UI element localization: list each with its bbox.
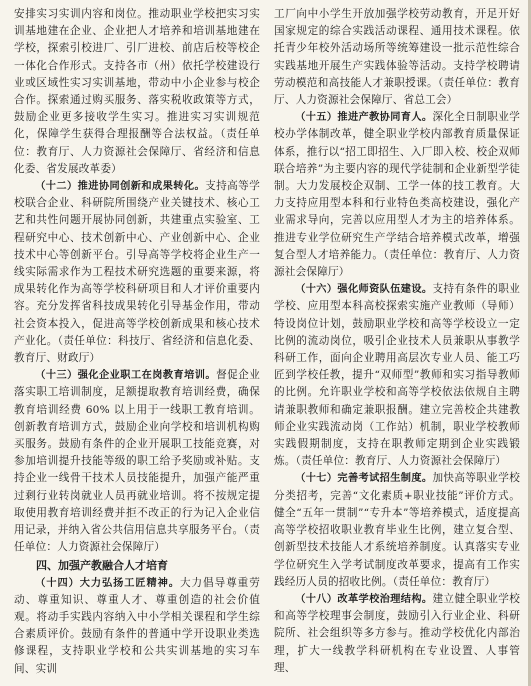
paragraph: 工厂向中小学生开放加强学校劳动教育，开足开好国家规定的综合实践活动课程、通用技术课程。依托青少年校外活动场所等统筹建设一批示范性综合实践基地开展生产实践体验等活动。支持学校聘请劳动模范和高技能人才兼职授课。（责任单位：教育厅、人力资源社会保障厅、省总工会） bbox=[274, 8, 520, 107]
paragraph-lead: （十二）推进协同创新和成果转化。 bbox=[35, 181, 206, 193]
paragraph-body: 深化全日制职业学校办学体制改革，健全职业学校内部教育质量保证体系，推行以“招工即招生、入厂即入校、校企双师联合培养”为主要内容的现代学徒制和企业新型学徒制。大力发展校企双制、工学一体的技工教育。大力支持应用型本科和行业特色类高校建设，强化产业需求导向，完善以应用型人才为主的培养体系。推进专业学位研究生产学结合培养模式改革，增强复合型人才培养能力。（责任单位：教育厅、人力资源社会保障厅） bbox=[274, 111, 520, 279]
paragraph bbox=[14, 367, 260, 556]
paragraph-lead: （十七）完善考试招生制度。 bbox=[295, 473, 433, 485]
right-column bbox=[274, 6, 520, 686]
paragraph bbox=[274, 281, 520, 470]
paragraph-lead: （十六）强化师资队伍建设。 bbox=[295, 284, 433, 296]
paragraph-lead: （十五）推进产教协同育人。 bbox=[295, 112, 433, 124]
paragraph-lead: （十四）大力弘扬工匠精神。 bbox=[35, 577, 180, 589]
paragraph bbox=[14, 575, 260, 678]
paragraph: 安排实习实训内容和岗位。推动职业学校把实习实训基地建在企业、企业把人才培养和培训基地建在学校，探索引校进厂、引厂进校、前店后校等校企一体化合作形式。支持各市（州）依托学校建设行业或区域性实习实训基地，带动中小企业参与校企合作。探索通过购买服务、落实税收政策等方式，鼓励企业更多接收学生实习。推进实习实训规范化，保障学生获得合理报酬等合法权益。（责任单位：教育厅、人力资源社会保障厅、省经济和信息化委、省发展改革委） bbox=[14, 8, 260, 175]
paragraph bbox=[14, 178, 260, 367]
paragraph-body: 大力倡导尊重劳动、尊重知识、尊重人才、尊重创造的社会价值观。将动手实践内容纳入中小学相关课程和学生综合素质评价。鼓励有条件的普通中学开设职业类选修课程，支持职业学校和公共实训基地的实习车间、实训 bbox=[14, 576, 260, 675]
paragraph bbox=[274, 470, 520, 590]
paragraph-lead: （十三）强化企业职工在岗教育培训。 bbox=[35, 370, 217, 382]
paragraph-body: 支持有条件的职业学校、应用型本科高校探索实施产业教师（导师）特设岗位计划，鼓励职业学校和高等学校设立一定比例的流动岗位，吸引企业技术人员兼职从事教学科研工作，面向企业聘用高层次专业人员、能工巧匠到学校任教，提升“双师型”教师和实习指导教师的比例。允许职业学校和高等学校依法依规自主聘请兼职教师和确定兼职报酬。建立完善校企共建教师企业实践流动岗（工作站）机制，职业学校教师实践假期制度，支持在职教师定期到企业实践锻炼。（责任单位：教育厅、人力资源社会保障厅） bbox=[274, 283, 520, 468]
paragraph bbox=[274, 109, 520, 281]
paragraph-body: 支持高等学校联合企业、科研院所围绕产业关键技术、核心工艺和共性问题开展协同创新，共建重点实验室、工程研究中心、技术创新中心、产业创新中心、企业技术中心等创新平台。引导高等学校将企业生产一线实际需求作为工程技术研究选题的重要来源，将成果转化作为高等学校科研项目和人才评价重要内容。充分发挥省科技成果转化引导基金作用，带动社会资本投入，促进高等学校创新成果和核心技术产业化。（责任单位：科技厅、省经济和信息化委、教育厅、财政厅） bbox=[14, 180, 261, 365]
section-heading: 四、加强产教融合人才培育 bbox=[36, 558, 168, 572]
paragraph-body: 建立健全职业学校和高等学校理事会制度，鼓励引入行业企业、科研院所、社会组织等多方参与。推动学校优化内部治理，扩大一线教学科研机构在专业设置、人事管理、 bbox=[274, 592, 520, 674]
paragraph bbox=[274, 591, 520, 677]
paragraph-lead: （十八）改革学校治理结构。 bbox=[295, 593, 433, 605]
left-column bbox=[14, 6, 260, 686]
paragraph-body: 加快高等职业学校分类招考，完善“文化素质+职业技能”评价方式。健全“五年一贯制”“专升本”等培养模式，适度提高高等学校招收职业教育毕业生比例，建立复合型、创新型技术技能人才系统培养制度。认真落实专业学位研究生入学考试制度改革要求，提高有工作实践经历人员的招收比例。（责任单位：教育厅） bbox=[274, 472, 520, 588]
paragraph-body: 督促企业落实职工培训制度，足额提取教育培训经费，确保教育培训经费 60% 以上用于一线职工教育培训。创新教育培训方式，鼓励企业向学校和培训机构购买服务。鼓励有条件的企业开展职工技能竞赛，对参加培训提升技能等级的职工给予奖励或补贴。支持企业一线骨干技术人员技能提升，加强产能严重过剩行业转岗就业人员再就业培训。将不按规定提取使用教育培训经费并拒不改正的行为记入企业信用记录，并纳入省公共信用信息共享服务平台。（责任单位：人力资源社会保障厅） bbox=[14, 369, 260, 554]
